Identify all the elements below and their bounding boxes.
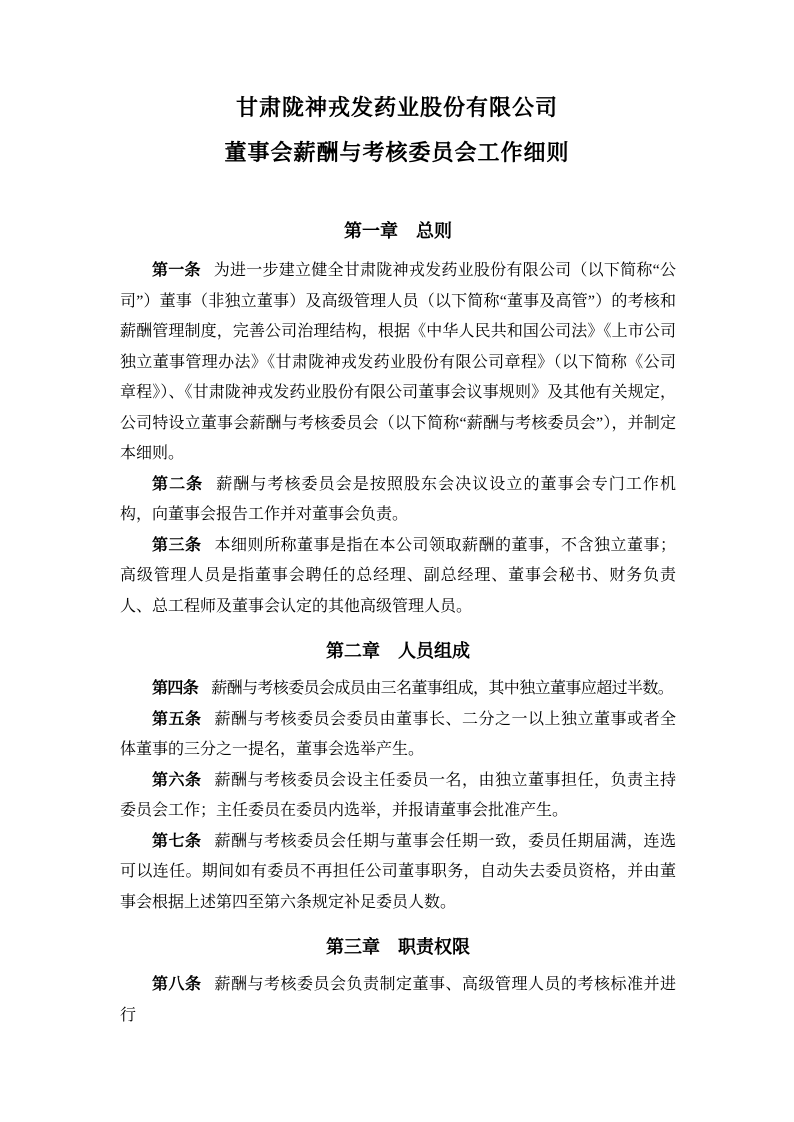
article-2 bbox=[120, 470, 676, 531]
article-7 bbox=[120, 827, 676, 919]
article-6 bbox=[120, 766, 676, 827]
article-5-text: 薪酬与考核委员会委员由董事长、二分之一以上独立董事或者全体董事的三分之一提名，董事会选举产生。 bbox=[120, 710, 676, 758]
article-4-text: 薪酬与考核委员会成员由三名董事组成，其中独立董事应超过半数。 bbox=[211, 680, 674, 697]
article-3 bbox=[120, 531, 676, 623]
article-3-number: 第三条 bbox=[152, 536, 202, 554]
document-title-line2: 董事会薪酬与考核委员会工作细则 bbox=[224, 140, 570, 165]
article-2-text: 薪酬与考核委员会是按照股东会决议设立的董事会专门工作机构，向董事会报告工作并对董事会负责。 bbox=[120, 475, 676, 523]
article-4 bbox=[120, 674, 676, 705]
article-6-number: 第六条 bbox=[152, 771, 202, 789]
chapter-1-heading: 第一章 总则 bbox=[344, 221, 452, 241]
article-5-number: 第五条 bbox=[152, 710, 202, 728]
article-8 bbox=[120, 970, 676, 1031]
document-title-line1: 甘肃陇神戎发药业股份有限公司 bbox=[235, 95, 558, 120]
article-1-number: 第一条 bbox=[152, 262, 201, 279]
article-8-number: 第八条 bbox=[152, 976, 202, 993]
article-2-number: 第二条 bbox=[152, 475, 204, 493]
chapter-3-heading: 第三章 职责权限 bbox=[326, 937, 470, 957]
document-body bbox=[120, 219, 676, 1031]
article-1-text: 为进一步建立健全甘肃陇神戎发药业股份有限公司（以下简称“公司”）董事（非独立董事）及高级管理人员（以下简称“董事及高管”）的考核和薪酬管理制度，完善公司治理结构，根据《中华人民共和国公司法》《上市公司独立董事管理办法》《甘肃陇神戎发药业股份有限公司章程》（以下简称《公司章程》）、《甘肃陇神戎发药业股份有限公司董事会议事规则》及其他有关规定，公司特设立董事会薪酬与考核委员会（以下简称“薪酬与考核委员会”），并制定本细则。 bbox=[120, 262, 676, 462]
article-4-number: 第四条 bbox=[152, 680, 199, 697]
article-6-text: 薪酬与考核委员会设主任委员一名，由独立董事担任，负责主持委员会工作；主任委员在委员内选举，并报请董事会批准产生。 bbox=[120, 771, 676, 819]
article-1 bbox=[120, 256, 676, 470]
article-3-text: 本细则所称董事是指在本公司领取薪酬的董事，不含独立董事；高级管理人员是指董事会聘任的总经理、副总经理、董事会秘书、财务负责人、总工程师及董事会认定的其他高级管理人员。 bbox=[120, 536, 676, 615]
article-7-number: 第七条 bbox=[152, 832, 202, 850]
article-5 bbox=[120, 705, 676, 766]
chapter-2-heading: 第二章 人员组成 bbox=[326, 641, 470, 661]
article-7-text: 薪酬与考核委员会任期与董事会任期一致，委员任期届满，连选可以连任。期间如有委员不再担任公司董事职务，自动失去委员资格，并由董事会根据上述第四至第六条规定补足委员人数。 bbox=[120, 832, 676, 911]
article-8-text: 薪酬与考核委员会负责制定董事、高级管理人员的考核标准并进行 bbox=[120, 976, 676, 1024]
